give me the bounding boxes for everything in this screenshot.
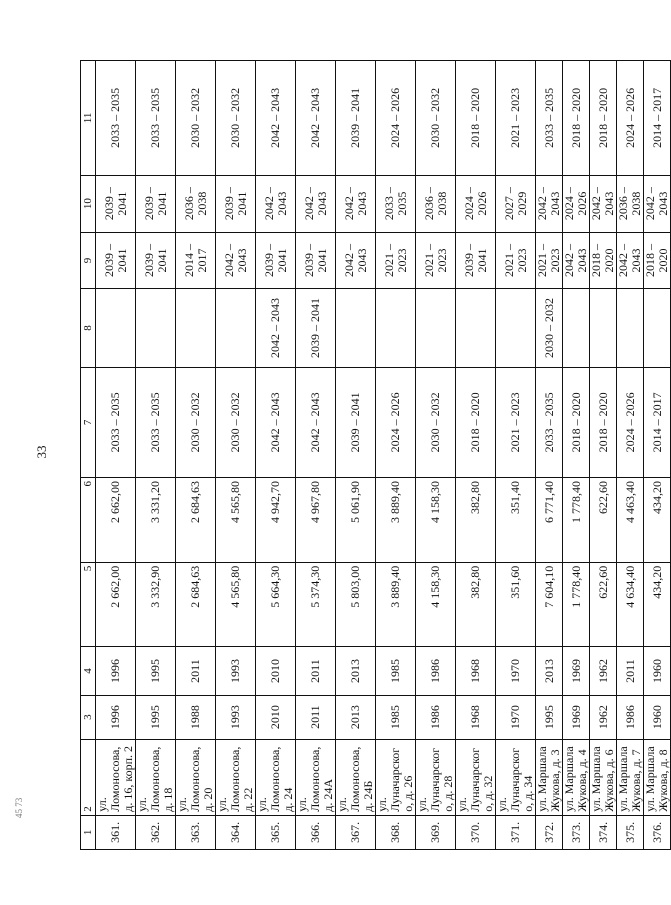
header-cell-2: 2 — [81, 739, 96, 815]
col6-cell: 6 771,40 — [536, 478, 563, 563]
col11-cell: 2030 – 2032 — [216, 61, 256, 176]
col11-cell: 2021 – 2023 — [496, 61, 536, 176]
col7-cell: 2024 – 2026 — [617, 367, 644, 477]
col3-cell: 1985 — [376, 695, 416, 739]
col4-cell: 1962 — [590, 647, 617, 695]
col9-cell: 2039 – 2041 — [96, 232, 136, 289]
row-number-cell: 368. — [376, 815, 416, 849]
col10-cell: 2036 – 2038 — [617, 175, 644, 232]
address-cell: ул. Ломоносова, д. 22 — [216, 739, 256, 815]
col6-cell: 2 684,63 — [176, 478, 216, 563]
col4-cell: 2010 — [256, 647, 296, 695]
col3-cell: 1986 — [416, 695, 456, 739]
col7-cell: 2024 – 2026 — [376, 367, 416, 477]
col8-cell — [496, 289, 536, 367]
col5-cell: 434,20 — [644, 562, 671, 647]
col10-cell: 2036 – 2038 — [176, 175, 216, 232]
col11-cell: 2042 – 2043 — [296, 61, 336, 176]
col4-cell: 1969 — [563, 647, 590, 695]
header-cell-1: 1 — [81, 815, 96, 849]
col7-cell: 2021 – 2023 — [496, 367, 536, 477]
col9-cell: 2021 – 2023 — [496, 232, 536, 289]
address-cell: ул. Маршала Жукова, д. 4 — [563, 739, 590, 815]
address-cell: ул. Маршала Жукова, д. 8 — [644, 739, 671, 815]
col10-cell: 2042 – 2043 — [256, 175, 296, 232]
col9-cell: 2042 – 2043 — [336, 232, 376, 289]
col10-cell: 2042 – 2043 — [644, 175, 671, 232]
col10-cell: 2042 – 2043 — [296, 175, 336, 232]
header-cell-7: 7 — [81, 367, 96, 477]
col6-cell: 1 778,40 — [563, 478, 590, 563]
col7-cell: 2018 – 2020 — [563, 367, 590, 477]
table-row — [496, 61, 536, 850]
col5-cell: 3 889,40 — [376, 562, 416, 647]
col8-cell — [617, 289, 644, 367]
col3-cell: 2013 — [336, 695, 376, 739]
table-row — [536, 61, 563, 850]
col4-cell: 2011 — [296, 647, 336, 695]
col6-cell: 351,40 — [496, 478, 536, 563]
col9-cell: 2039 – 2041 — [296, 232, 336, 289]
col5-cell: 5 374,30 — [296, 562, 336, 647]
col7-cell: 2033 – 2035 — [536, 367, 563, 477]
col8-cell: 2042 – 2043 — [256, 289, 296, 367]
row-number-cell: 364. — [216, 815, 256, 849]
col10-cell: 2042 – 2043 — [536, 175, 563, 232]
table-row — [136, 61, 176, 850]
address-cell: ул. Луначарского, д. 28 — [416, 739, 456, 815]
col5-cell: 4 634,40 — [617, 562, 644, 647]
col6-cell: 382,80 — [456, 478, 496, 563]
page-number: 33 — [34, 445, 49, 459]
header-row — [81, 61, 96, 850]
col8-cell — [644, 289, 671, 367]
col5-cell: 7 604,10 — [536, 562, 563, 647]
row-number-cell: 369. — [416, 815, 456, 849]
address-cell: ул. Луначарского, д. 34 — [496, 739, 536, 815]
col9-cell: 2021 – 2023 — [376, 232, 416, 289]
col3-cell: 1968 — [456, 695, 496, 739]
col6-cell: 4 463,40 — [617, 478, 644, 563]
col4-cell: 1996 — [96, 647, 136, 695]
col11-cell: 2024 – 2026 — [376, 61, 416, 176]
col9-cell: 2039 – 2041 — [256, 232, 296, 289]
table-row — [216, 61, 256, 850]
col7-cell: 2030 – 2032 — [416, 367, 456, 477]
col3-cell: 1969 — [563, 695, 590, 739]
col5-cell: 5 803,00 — [336, 562, 376, 647]
table-body — [96, 61, 671, 850]
col11-cell: 2042 – 2043 — [256, 61, 296, 176]
col9-cell: 2014 – 2017 — [176, 232, 216, 289]
col9-cell: 2042 – 2043 — [216, 232, 256, 289]
table-row — [96, 61, 136, 850]
row-number-cell: 374. — [590, 815, 617, 849]
col3-cell: 1962 — [590, 695, 617, 739]
col6-cell: 4 967,80 — [296, 478, 336, 563]
header-cell-6: 6 — [81, 478, 96, 563]
col9-cell: 2042 – 2043 — [617, 232, 644, 289]
col8-cell: 2039 – 2041 — [296, 289, 336, 367]
col7-cell: 2018 – 2020 — [456, 367, 496, 477]
address-cell: ул. Маршала Жукова, д. 3 — [536, 739, 563, 815]
col3-cell: 2010 — [256, 695, 296, 739]
table-row — [456, 61, 496, 850]
col11-cell: 2024 – 2026 — [617, 61, 644, 176]
row-number-cell: 375. — [617, 815, 644, 849]
row-number-cell: 370. — [456, 815, 496, 849]
col5-cell: 1 778,40 — [563, 562, 590, 647]
row-number-cell: 376. — [644, 815, 671, 849]
col9-cell: 2018 – 2020 — [644, 232, 671, 289]
col6-cell: 4 158,30 — [416, 478, 456, 563]
col5-cell: 351,60 — [496, 562, 536, 647]
col8-cell — [563, 289, 590, 367]
col11-cell: 2030 – 2032 — [416, 61, 456, 176]
table-row — [416, 61, 456, 850]
col4-cell: 2011 — [176, 647, 216, 695]
col11-cell: 2033 – 2035 — [136, 61, 176, 176]
table-row — [563, 61, 590, 850]
col11-cell: 2014 – 2017 — [644, 61, 671, 176]
table-row — [296, 61, 336, 850]
col10-cell: 2024 – 2026 — [563, 175, 590, 232]
col10-cell: 2024 – 2026 — [456, 175, 496, 232]
row-number-cell: 361. — [96, 815, 136, 849]
address-cell: ул. Ломоносова, д. 16, корп. 2 — [96, 739, 136, 815]
col4-cell: 1993 — [216, 647, 256, 695]
col8-cell — [176, 289, 216, 367]
address-cell: ул. Ломоносова, д. 24 — [256, 739, 296, 815]
col6-cell: 434,20 — [644, 478, 671, 563]
address-cell: ул. Ломоносова, д. 24А — [296, 739, 336, 815]
col8-cell: 2030 – 2032 — [536, 289, 563, 367]
address-cell: ул. Луначарского, д. 32 — [456, 739, 496, 815]
col11-cell: 2030 – 2032 — [176, 61, 216, 176]
col7-cell: 2033 – 2035 — [136, 367, 176, 477]
col5-cell: 4 565,80 — [216, 562, 256, 647]
col10-cell: 2039 – 2041 — [136, 175, 176, 232]
col11-cell: 2018 – 2020 — [590, 61, 617, 176]
col4-cell: 1995 — [136, 647, 176, 695]
table-row — [176, 61, 216, 850]
col7-cell: 2042 – 2043 — [296, 367, 336, 477]
col4-cell: 2013 — [336, 647, 376, 695]
col3-cell: 1995 — [136, 695, 176, 739]
col10-cell: 2036 – 2038 — [416, 175, 456, 232]
col9-cell: 2042 – 2043 — [563, 232, 590, 289]
col8-cell — [96, 289, 136, 367]
col3-cell: 2011 — [296, 695, 336, 739]
col4-cell: 2013 — [536, 647, 563, 695]
table-row — [336, 61, 376, 850]
col11-cell: 2039 – 2041 — [336, 61, 376, 176]
col7-cell: 2018 – 2020 — [590, 367, 617, 477]
header-cell-9: 9 — [81, 232, 96, 289]
table-row — [376, 61, 416, 850]
header-cell-3: 3 — [81, 695, 96, 739]
col7-cell: 2042 – 2043 — [256, 367, 296, 477]
col5-cell: 5 664,30 — [256, 562, 296, 647]
col6-cell: 3 331,20 — [136, 478, 176, 563]
col3-cell: 1988 — [176, 695, 216, 739]
col6-cell: 2 662,00 — [96, 478, 136, 563]
col5-cell: 4 158,30 — [416, 562, 456, 647]
address-cell: ул. Ломоносова, д. 24Б — [336, 739, 376, 815]
header-cell-5: 5 — [81, 562, 96, 647]
col7-cell: 2030 – 2032 — [216, 367, 256, 477]
col6-cell: 4 942,70 — [256, 478, 296, 563]
row-number-cell: 371. — [496, 815, 536, 849]
address-cell: ул. Маршала Жукова, д. 6 — [590, 739, 617, 815]
col10-cell: 2042 – 2043 — [336, 175, 376, 232]
col3-cell: 1996 — [96, 695, 136, 739]
header-cell-11: 11 — [81, 61, 96, 176]
col3-cell: 1995 — [536, 695, 563, 739]
housing-schedule-table — [80, 60, 671, 850]
col6-cell: 5 061,90 — [336, 478, 376, 563]
address-cell: ул. Луначарского, д. 26 — [376, 739, 416, 815]
col7-cell: 2039 – 2041 — [336, 367, 376, 477]
row-number-cell: 362. — [136, 815, 176, 849]
col4-cell: 1986 — [416, 647, 456, 695]
col10-cell: 2042 – 2043 — [590, 175, 617, 232]
col5-cell: 2 662,00 — [96, 562, 136, 647]
col6-cell: 3 889,40 — [376, 478, 416, 563]
col6-cell: 622,60 — [590, 478, 617, 563]
col8-cell — [376, 289, 416, 367]
col8-cell — [590, 289, 617, 367]
rotated-table-container — [80, 60, 670, 850]
header-cell-8: 8 — [81, 289, 96, 367]
col11-cell: 2033 – 2035 — [96, 61, 136, 176]
col3-cell: 1960 — [644, 695, 671, 739]
col6-cell: 4 565,80 — [216, 478, 256, 563]
col7-cell: 2014 – 2017 — [644, 367, 671, 477]
row-number-cell: 373. — [563, 815, 590, 849]
table-row — [617, 61, 644, 850]
col8-cell — [216, 289, 256, 367]
col4-cell: 1960 — [644, 647, 671, 695]
col7-cell: 2033 – 2035 — [96, 367, 136, 477]
row-number-cell: 363. — [176, 815, 216, 849]
col8-cell — [336, 289, 376, 367]
col8-cell — [456, 289, 496, 367]
col7-cell: 2030 – 2032 — [176, 367, 216, 477]
address-cell: ул. Маршала Жукова, д. 7 — [617, 739, 644, 815]
col5-cell: 3 332,90 — [136, 562, 176, 647]
col4-cell: 1985 — [376, 647, 416, 695]
header-cell-10: 10 — [81, 175, 96, 232]
header-cell-4: 4 — [81, 647, 96, 695]
col9-cell: 2018 – 2020 — [590, 232, 617, 289]
row-number-cell: 367. — [336, 815, 376, 849]
col3-cell: 1993 — [216, 695, 256, 739]
table-row — [590, 61, 617, 850]
col5-cell: 622,60 — [590, 562, 617, 647]
col9-cell: 2039 – 2041 — [136, 232, 176, 289]
col11-cell: 2018 – 2020 — [456, 61, 496, 176]
footer-mark: 45 73 — [14, 797, 24, 818]
col8-cell — [416, 289, 456, 367]
col9-cell: 2021 – 2023 — [536, 232, 563, 289]
address-cell: ул. Ломоносова, д. 18 — [136, 739, 176, 815]
col4-cell: 2011 — [617, 647, 644, 695]
row-number-cell: 365. — [256, 815, 296, 849]
col11-cell: 2033 – 2035 — [536, 61, 563, 176]
table-row — [256, 61, 296, 850]
col11-cell: 2018 – 2020 — [563, 61, 590, 176]
address-cell: ул. Ломоносова, д. 20 — [176, 739, 216, 815]
col9-cell: 2039 – 2041 — [456, 232, 496, 289]
col3-cell: 1970 — [496, 695, 536, 739]
rotated-table-stage — [80, 60, 670, 850]
col5-cell: 382,80 — [456, 562, 496, 647]
col4-cell: 1968 — [456, 647, 496, 695]
col3-cell: 1986 — [617, 695, 644, 739]
col10-cell: 2033 – 2035 — [376, 175, 416, 232]
col10-cell: 2027 – 2029 — [496, 175, 536, 232]
col8-cell — [136, 289, 176, 367]
table-row — [644, 61, 671, 850]
col10-cell: 2039 – 2041 — [96, 175, 136, 232]
col9-cell: 2021 – 2023 — [416, 232, 456, 289]
col4-cell: 1970 — [496, 647, 536, 695]
col5-cell: 2 684,63 — [176, 562, 216, 647]
col10-cell: 2039 – 2041 — [216, 175, 256, 232]
row-number-cell: 366. — [296, 815, 336, 849]
row-number-cell: 372. — [536, 815, 563, 849]
